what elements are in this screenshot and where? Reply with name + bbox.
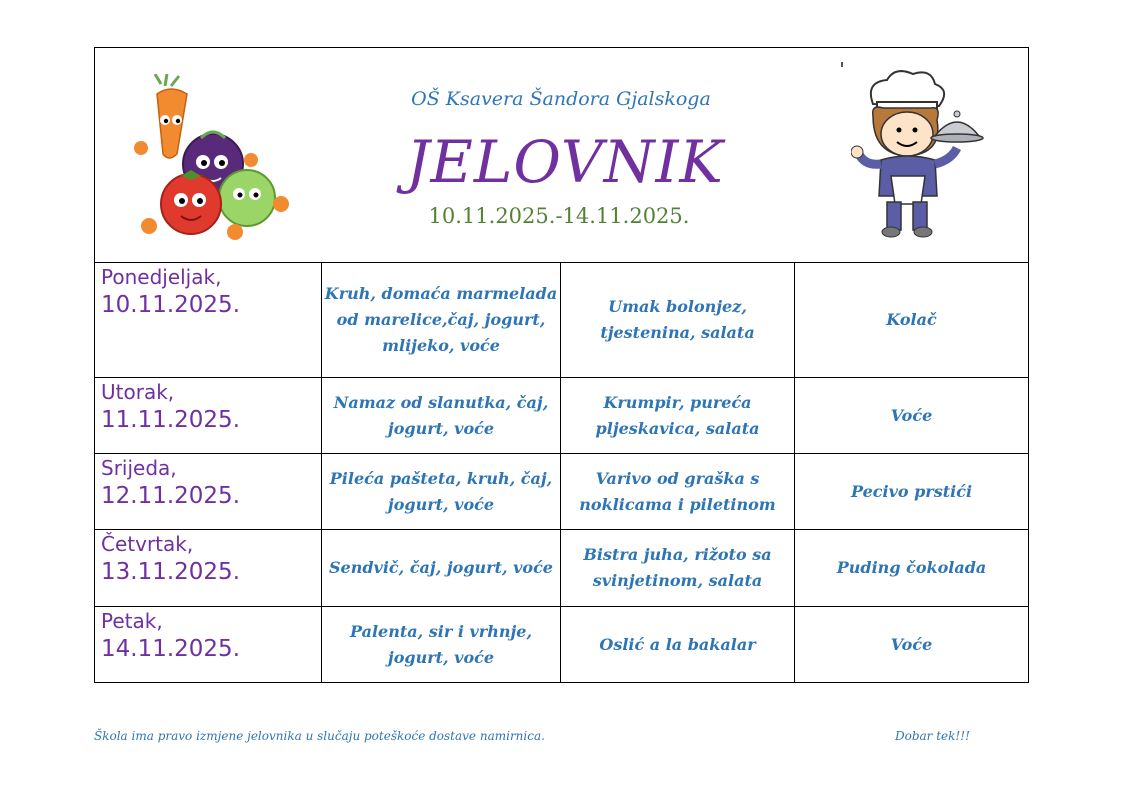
day-date: 11.11.2025. — [101, 407, 240, 433]
table-row — [95, 263, 1029, 378]
day-date: 14.11.2025. — [101, 636, 240, 662]
table-row — [95, 378, 1029, 454]
breakfast-cell: Palenta, sir i vrhnje, jogurt, voće — [322, 607, 561, 683]
breakfast-cell: Kruh, domaća marmelada od marelice,čaj, jogurt, mlijeko, voće — [322, 263, 561, 378]
day-date: 13.11.2025. — [101, 559, 240, 585]
day-name: Četvrtak, — [101, 532, 194, 556]
day-date: 10.11.2025. — [101, 292, 240, 318]
header-cell — [95, 48, 1029, 263]
day-cell — [95, 530, 322, 607]
day-name: Petak, — [101, 609, 163, 633]
menu-table — [94, 47, 1029, 683]
day-name: Utorak, — [101, 380, 175, 404]
vegetables-illustration — [131, 74, 301, 244]
chef-illustration — [851, 64, 991, 240]
lunch-cell: Oslić a la bakalar — [561, 607, 795, 683]
breakfast-cell: Pileća pašteta, kruh, čaj, jogurt, voće — [322, 454, 561, 530]
breakfast-cell: Sendvič, čaj, jogurt, voće — [322, 530, 561, 607]
lunch-cell: Bistra juha, rižoto sa svinjetinom, salata — [561, 530, 795, 607]
table-row — [95, 607, 1029, 683]
table-row — [95, 454, 1029, 530]
snack-cell: Voće — [795, 378, 1029, 454]
snack-cell: Kolač — [795, 263, 1029, 378]
menu-title: JELOVNIK — [406, 128, 724, 196]
day-name: Srijeda, — [101, 456, 177, 480]
date-range: 10.11.2025.-14.11.2025. — [428, 204, 690, 228]
breakfast-cell: Namaz od slanutka, čaj, jogurt, voće — [322, 378, 561, 454]
day-cell — [95, 378, 322, 454]
footer-note: Škola ima pravo izmjene jelovnika u slučaju poteškoće dostave namirnica. — [94, 729, 545, 743]
snack-cell: Voće — [795, 607, 1029, 683]
day-date: 12.11.2025. — [101, 483, 240, 509]
day-cell — [95, 454, 322, 530]
school-name: OŠ Ksavera Šandora Gjalskoga — [411, 88, 711, 110]
lunch-cell: Krumpir, pureća pljeskavica, salata — [561, 378, 795, 454]
lunch-cell: Umak bolonjez, tjestenina, salata — [561, 263, 795, 378]
snack-cell: Puding čokolada — [795, 530, 1029, 607]
footer-wish: Dobar tek!!! — [895, 729, 970, 743]
lunch-cell: Varivo od graška s noklicama i piletinom — [561, 454, 795, 530]
day-cell — [95, 263, 322, 378]
table-row — [95, 530, 1029, 607]
day-name: Ponedjeljak, — [101, 265, 222, 289]
snack-cell: Pecivo prstići — [795, 454, 1029, 530]
header-row — [95, 48, 1029, 263]
day-cell — [95, 607, 322, 683]
